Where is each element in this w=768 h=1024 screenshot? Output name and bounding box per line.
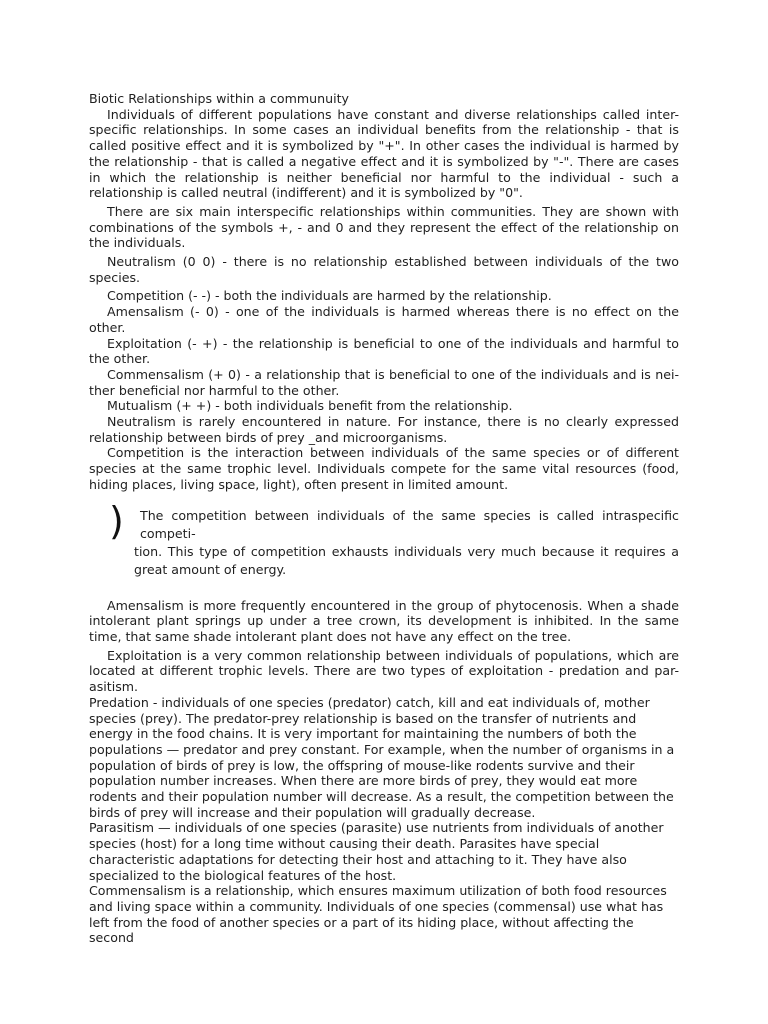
paragraph-amensalism-def: Amensalism (- 0) - one of the individuals is harmed whereas there is no effect on the other. bbox=[89, 304, 679, 335]
paragraph-six-relationships: There are six main interspecific relationships within communities. They are shown with combinations of the symbols +, - and 0 and they represent the effect of the relationship on the individuals. bbox=[89, 203, 679, 251]
paragraph-competition-detail: Competition is the interaction between individuals of the same species or of different species at the same trophic level. Individuals compete for the same vital resources (food, hiding places, living space, light), often present in limited amount. bbox=[89, 445, 679, 492]
paragraph-competition-def: Competition (- -) - both the individuals are harmed by the relationship. bbox=[107, 288, 552, 304]
paragraph-amensalism-detail: Amensalism is more frequently encountered in the group of phytocenosis. When a shade intolerant plant springs up under a tree crown, its development is inhibited. In the same time, that same shade intolerant plant does not have any effect on the tree. bbox=[89, 597, 679, 644]
callout-line-second: tion. This type of competition exhausts individuals very much because it requires a great amount of energy. bbox=[134, 543, 679, 577]
document-title: Biotic Relationships within a communuity bbox=[89, 91, 350, 106]
paragraph-exploitation-detail: Exploitation is a very common relationship between individuals of populations, which are located at different trophic levels. There are two types of exploitation - predation and par-asitism. bbox=[89, 647, 679, 695]
paragraph-neutralism-rare: Neutralism is rarely encountered in nature. For instance, there is no clearly expressed relationship between birds of prey _and microorganisms. bbox=[89, 414, 679, 445]
intraspecific-callout bbox=[89, 498, 679, 579]
paragraph-neutralism-def: Neutralism (0 0) - there is no relationship established between individuals of the two species. bbox=[89, 254, 679, 285]
callout-line-first: The competition between individuals of the same species is called intraspecific competi- bbox=[140, 507, 679, 541]
paragraph-mutualism-def: Mutualism (+ +) - both individuals benefit from the relationship. bbox=[107, 398, 513, 414]
paragraph-predation: Predation - individuals of one species (predator) catch, kill and eat individuals of, mother species (prey). The predator-prey relationship is based on the transfer of nutrients and energy in the food chains. It is very important for maintaining the numbers of both the populations — predator and prey constant. For example, when the number of organisms in a population of birds of prey is low, the offspring of mouse-like rodents survive and their population number increases. When there are more birds of prey, they would eat more rodents and their population number will decrease. As a result, the competition between the birds of prey will increase and their population will gradually decrease. bbox=[89, 694, 675, 820]
paragraph-commensalism-def: Commensalism (+ 0) - a relationship that is beneficial to one of the individuals and is nei-ther beneficial nor harmful to the other. bbox=[89, 366, 679, 398]
document-page bbox=[89, 91, 679, 946]
bracket-mark: ) bbox=[109, 498, 124, 543]
paragraph-interspecific-intro: Individuals of different populations have constant and diverse relationships called inter-specific relationships. In some cases an individual benefits from the relationship - that is called positive effect and it is symbolized by "+". In other cases the individual is harmed by the relationship - that is called a negative effect and it is symbolized by "-". There are cases in which the relationship is neither beneficial nor harmful to the individual - such a relationship is called neutral (indifferent) and it is symbolized by "0". bbox=[89, 106, 679, 201]
paragraph-exploitation-def: Exploitation (- +) - the relationship is beneficial to one of the individuals and harmful to the other. bbox=[89, 335, 679, 367]
paragraph-parasitism: Parasitism — individuals of one species (parasite) use nutrients from individuals of another species (host) for a long time without causing their death. Parasites have special characteristic adaptations for detecting their host and attaching to it. They have also specialized to the biological features of the host. bbox=[89, 820, 664, 883]
paragraph-commensalism-detail: Commensalism is a relationship, which ensures maximum utilization of both food resources and living space within a community. Individuals of one species (commensal) use what has left from the food of another species or a part of its hiding place, without affecting the second bbox=[89, 883, 667, 946]
